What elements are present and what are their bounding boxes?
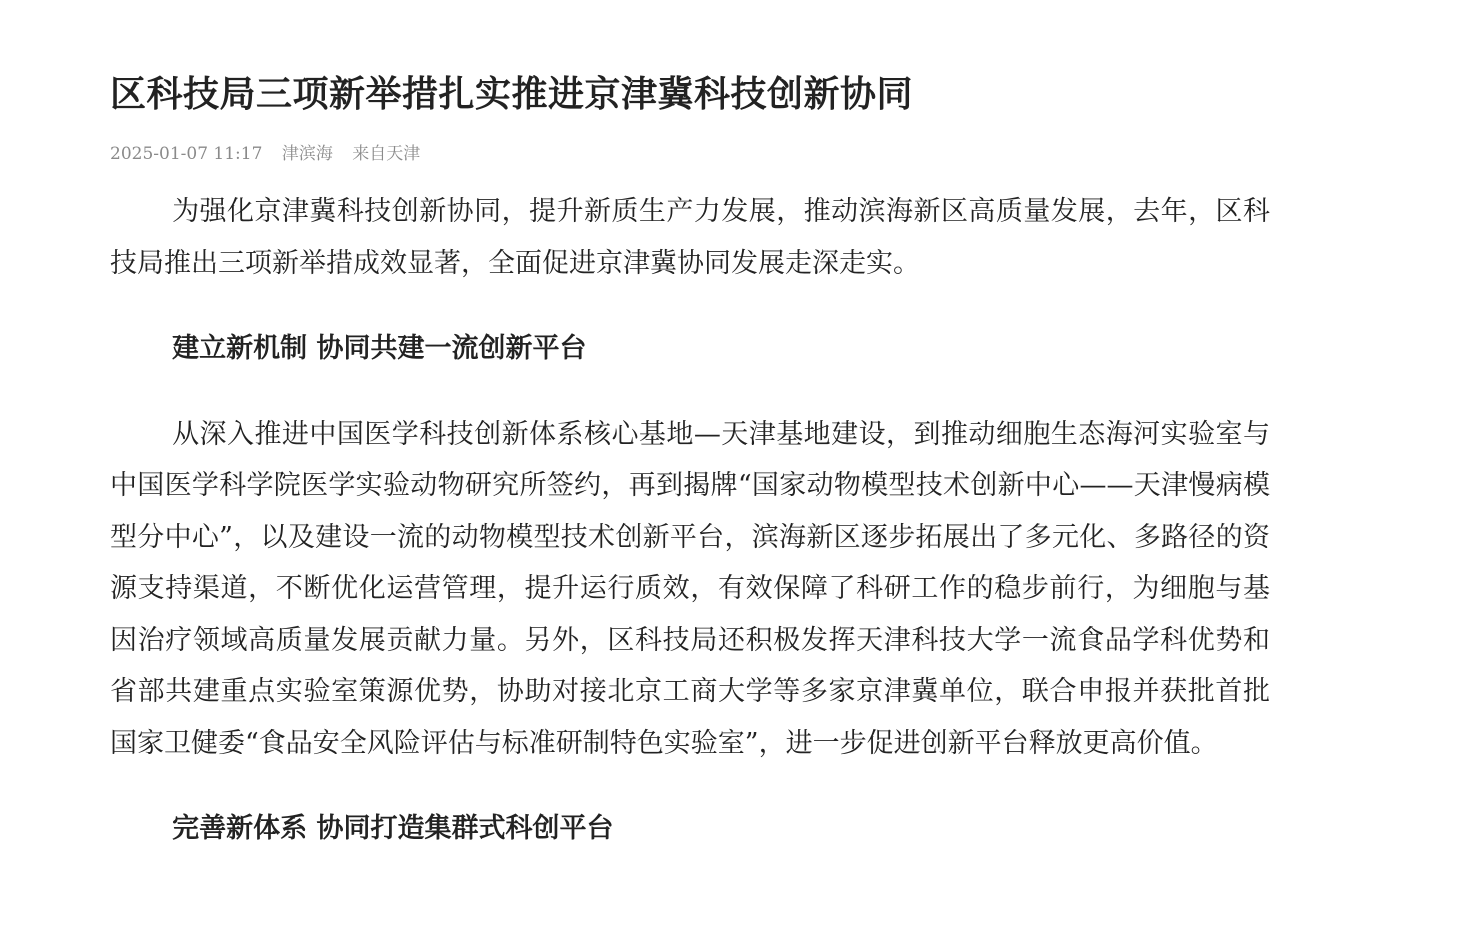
article-body	[110, 186, 1270, 889]
intro-paragraph: 为强化京津冀科技创新协同，提升新质生产力发展，推动滨海新区高质量发展，去年，区科技局推出三项新举措成效显著，全面促进京津冀协同发展走深走实。	[110, 196, 1270, 279]
article-title: 区科技局三项新举措扎实推进京津冀科技创新协同	[110, 73, 914, 115]
section-heading: 完善新体系 协同打造集群式科创平台	[172, 813, 614, 844]
location-label: 来自天津	[352, 144, 421, 164]
section-heading: 建立新机制 协同共建一流创新平台	[172, 333, 587, 364]
section-paragraph: 从深入推进中国医学科技创新体系核心基地—天津基地建设，到推动细胞生态海河实验室与中国医学科学院医学实验动物研究所签约，再到揭牌“国家动物模型技术创新中心——天津慢病模型分中心”，以及建设一流的动物模型技术创新平台，滨海新区逐步拓展出了多元化、多路径的资源支持渠道，不断优化运营管理，提升运行质效，有效保障了科研工作的稳步前行，为细胞与基因治疗领域高质量发展贡献力量。另外，区科技局还积极发挥天津科技大学一流食品学科优势和省部共建重点实验室策源优势，协助对接北京工商大学等多家京津冀单位，联合申报并获批首批国家卫健委“食品安全风险评估与标准研制特色实验室”，进一步促进创新平台释放更高价值。	[110, 418, 1270, 759]
source-link[interactable]: 津滨海	[281, 144, 333, 164]
publish-datetime: 2025-01-07 11:17	[110, 144, 263, 164]
article-meta	[110, 141, 434, 167]
